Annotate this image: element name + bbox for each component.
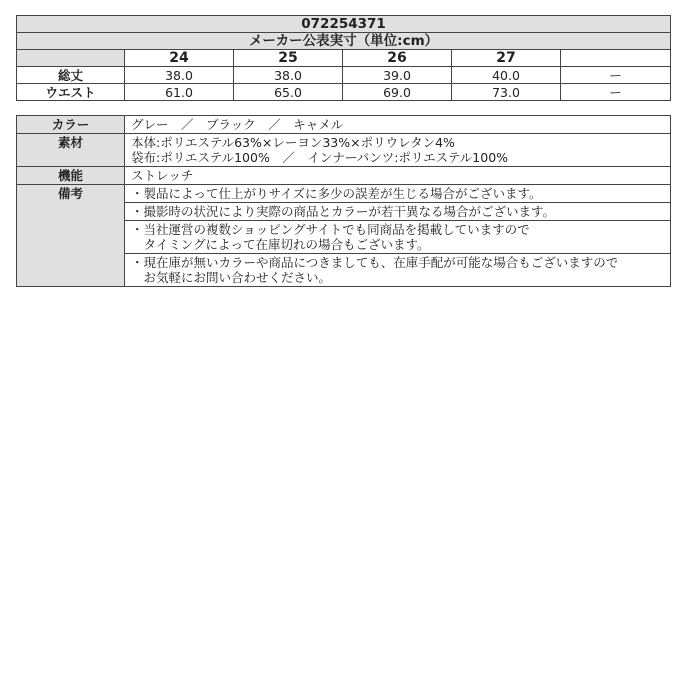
color-label: カラー <box>17 116 125 134</box>
cell-value: 38.0 <box>125 67 234 84</box>
note-item <box>125 221 671 254</box>
function-value: ストレッチ <box>125 167 671 185</box>
size-header-empty <box>561 50 671 67</box>
unit-title-row <box>17 33 671 50</box>
cell-value: ー <box>561 84 671 101</box>
cell-value: 73.0 <box>452 84 561 101</box>
size-header-25: 25 <box>234 50 343 67</box>
cell-value: 61.0 <box>125 84 234 101</box>
unit-title: メーカー公表実寸（単位:cm） <box>17 33 671 50</box>
note-line: お気軽にお問い合わせください。 <box>131 270 332 285</box>
size-header-27: 27 <box>452 50 561 67</box>
material-label: 素材 <box>17 134 125 167</box>
cell-value: 40.0 <box>452 67 561 84</box>
note-line: ・撮影時の状況により実際の商品とカラーが若干異なる場合がございます。 <box>131 204 556 219</box>
notes-label: 備考 <box>17 185 125 287</box>
cell-value: ー <box>561 67 671 84</box>
note-line: ・製品によって仕上がりサイズに多少の誤差が生じる場合がございます。 <box>131 186 542 201</box>
size-header-24: 24 <box>125 50 234 67</box>
size-table <box>16 15 671 101</box>
product-code: 072254371 <box>17 16 671 33</box>
note-item <box>125 185 671 203</box>
row-label-length: 総丈 <box>17 67 125 84</box>
cell-value: 38.0 <box>234 67 343 84</box>
table-row <box>17 116 671 134</box>
row-label-waist: ウエスト <box>17 84 125 101</box>
note-item <box>125 203 671 221</box>
material-value <box>125 134 671 167</box>
size-header-corner <box>17 50 125 67</box>
material-line: 袋布:ポリエステル100% ／ インナーパンツ:ポリエステル100% <box>131 150 509 165</box>
note-line: タイミングによって在庫切れの場合もございます。 <box>131 237 430 252</box>
cell-value: 69.0 <box>343 84 452 101</box>
table-row <box>17 134 671 167</box>
size-header-row <box>17 50 671 67</box>
note-item <box>125 254 671 287</box>
note-line: ・現在庫が無いカラーや商品につきましても、在庫手配が可能な場合もございますので <box>131 255 619 270</box>
table-row <box>17 167 671 185</box>
table-row <box>17 84 671 101</box>
color-value: グレー ／ ブラック ／ キャメル <box>125 116 671 134</box>
info-table <box>16 115 671 287</box>
table-row <box>17 67 671 84</box>
note-line: ・当社運営の複数ショッピングサイトでも同商品を掲載していますので <box>131 222 530 237</box>
product-code-row <box>17 16 671 33</box>
material-line: 本体:ポリエステル63%×レーヨン33%×ポリウレタン4% <box>131 135 455 150</box>
size-header-26: 26 <box>343 50 452 67</box>
cell-value: 39.0 <box>343 67 452 84</box>
cell-value: 65.0 <box>234 84 343 101</box>
table-row <box>17 185 671 203</box>
function-label: 機能 <box>17 167 125 185</box>
